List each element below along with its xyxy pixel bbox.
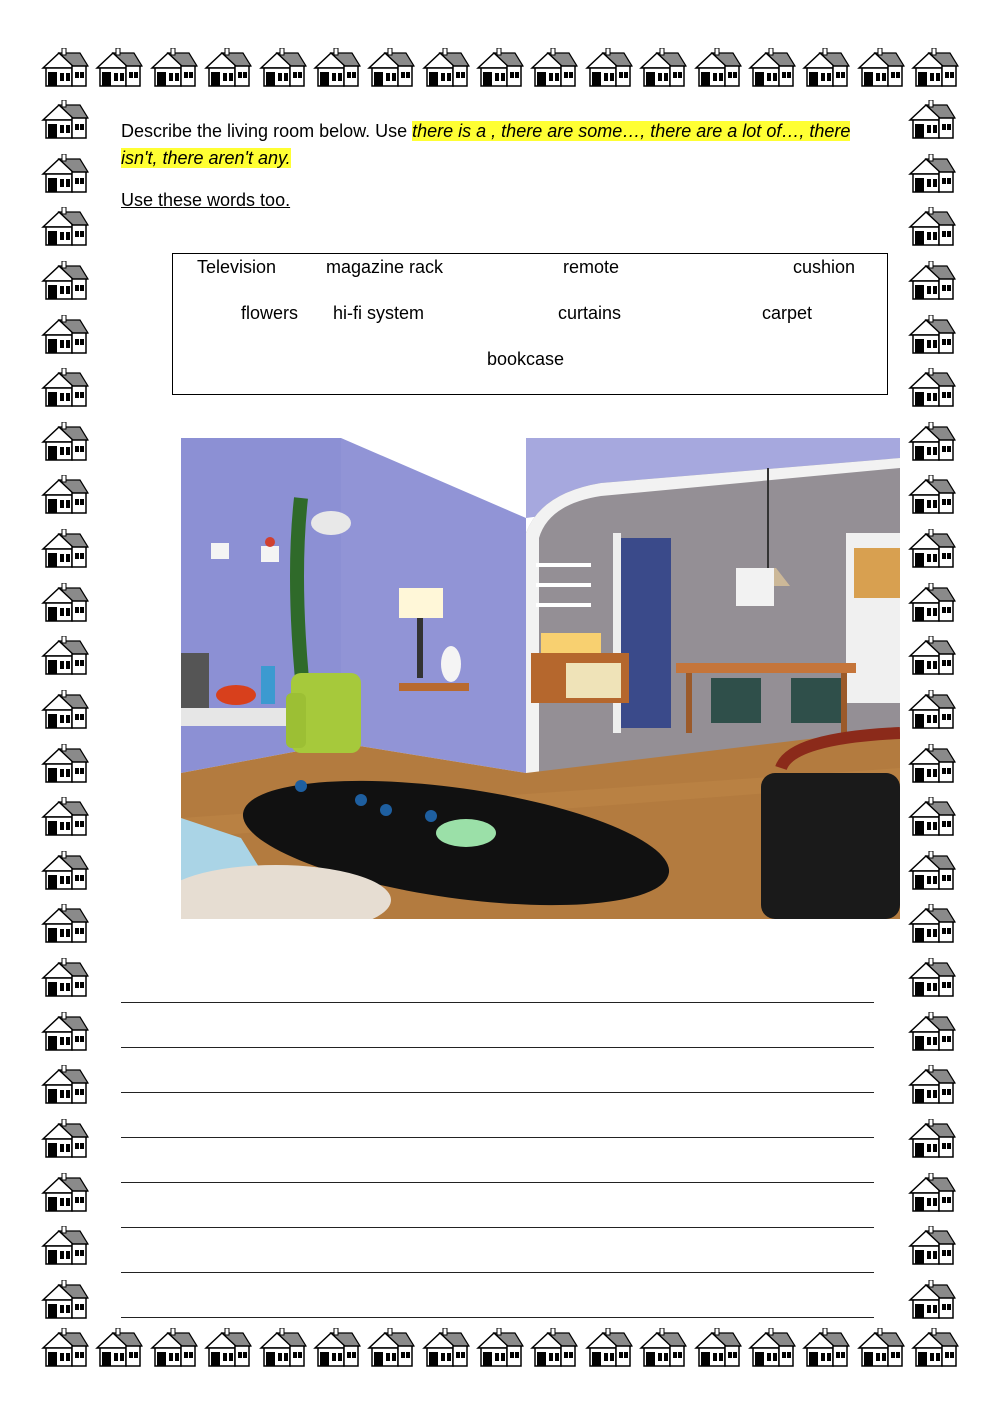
house-icon xyxy=(40,1173,90,1213)
word-bookcase: bookcase xyxy=(487,349,565,369)
house-icon xyxy=(907,422,957,462)
house-icon xyxy=(907,690,957,730)
word-bank xyxy=(172,253,888,395)
house-icon xyxy=(907,261,957,301)
house-icon xyxy=(149,1328,199,1368)
writing-line[interactable] xyxy=(121,1093,874,1138)
house-icon xyxy=(203,1328,253,1368)
house-icon xyxy=(40,422,90,462)
house-icon xyxy=(638,1328,688,1368)
house-icon xyxy=(40,904,90,944)
house-icon xyxy=(907,1065,957,1105)
house-icon xyxy=(40,636,90,676)
house-icon xyxy=(312,1328,362,1368)
house-icon xyxy=(907,207,957,247)
house-icon xyxy=(907,368,957,408)
house-icon xyxy=(40,1119,90,1159)
house-icon xyxy=(907,1012,957,1052)
house-icon xyxy=(584,1328,634,1368)
house-icon xyxy=(40,261,90,301)
word-hi-fi-system: hi-fi system xyxy=(333,303,425,323)
house-icon xyxy=(40,1280,90,1320)
house-icon xyxy=(907,1173,957,1213)
house-icon xyxy=(907,851,957,891)
house-icon xyxy=(421,1328,471,1368)
house-icon xyxy=(40,368,90,408)
word-television: Television xyxy=(197,257,277,277)
house-icon xyxy=(40,583,90,623)
sub-instruction: Use these words too. xyxy=(121,190,291,210)
house-icon xyxy=(40,744,90,784)
house-icon xyxy=(907,1280,957,1320)
word-remote: remote xyxy=(563,257,620,277)
writing-line[interactable] xyxy=(121,1138,874,1183)
house-icon xyxy=(40,958,90,998)
house-icon xyxy=(693,1328,743,1368)
border-bottom xyxy=(40,1328,960,1368)
writing-line[interactable] xyxy=(121,1228,874,1273)
word-curtains: curtains xyxy=(558,303,622,323)
instruction-text xyxy=(121,118,861,172)
house-icon xyxy=(907,475,957,515)
house-icon xyxy=(40,207,90,247)
house-icon xyxy=(747,48,797,88)
house-icon xyxy=(910,48,960,88)
house-icon xyxy=(40,154,90,194)
writing-line[interactable] xyxy=(121,1273,874,1318)
house-icon xyxy=(529,1328,579,1368)
house-icon xyxy=(258,1328,308,1368)
house-icon xyxy=(40,475,90,515)
writing-line[interactable] xyxy=(121,1003,874,1048)
house-icon xyxy=(366,48,416,88)
house-icon xyxy=(907,744,957,784)
house-icon xyxy=(693,48,743,88)
house-icon xyxy=(421,48,471,88)
house-icon xyxy=(40,690,90,730)
house-icon xyxy=(203,48,253,88)
writing-line[interactable] xyxy=(121,958,874,1003)
house-icon xyxy=(94,48,144,88)
house-icon xyxy=(94,1328,144,1368)
house-icon xyxy=(638,48,688,88)
house-icon xyxy=(475,48,525,88)
house-icon xyxy=(907,154,957,194)
writing-line[interactable] xyxy=(121,1048,874,1093)
border-top xyxy=(40,48,960,88)
word-carpet: carpet xyxy=(762,303,813,323)
border-left xyxy=(40,100,90,1320)
house-icon xyxy=(40,100,90,140)
house-icon xyxy=(529,48,579,88)
instruction-intro: Describe the living room below. Use xyxy=(121,121,413,141)
border-right xyxy=(907,100,957,1320)
house-icon xyxy=(856,48,906,88)
writing-line[interactable] xyxy=(121,1183,874,1228)
house-icon xyxy=(801,48,851,88)
house-icon xyxy=(40,851,90,891)
house-icon xyxy=(475,1328,525,1368)
house-icon xyxy=(40,529,90,569)
house-icon xyxy=(312,48,362,88)
house-icon xyxy=(801,1328,851,1368)
house-icon xyxy=(907,958,957,998)
house-icon xyxy=(40,1065,90,1105)
house-icon xyxy=(258,48,308,88)
house-icon xyxy=(40,48,90,88)
house-icon xyxy=(907,904,957,944)
house-icon xyxy=(856,1328,906,1368)
house-icon xyxy=(907,1119,957,1159)
house-icon xyxy=(747,1328,797,1368)
house-icon xyxy=(907,636,957,676)
house-icon xyxy=(584,48,634,88)
house-icon xyxy=(366,1328,416,1368)
word-flowers: flowers xyxy=(241,303,299,323)
house-icon xyxy=(40,315,90,355)
house-icon xyxy=(907,583,957,623)
house-icon xyxy=(40,1226,90,1266)
house-icon xyxy=(907,797,957,837)
house-icon xyxy=(40,1012,90,1052)
house-icon xyxy=(907,100,957,140)
house-icon xyxy=(40,1328,90,1368)
instruction-highlight: there is a , there are some…, there are a lot of…, there isn't, there aren't any. xyxy=(121,121,851,168)
house-icon xyxy=(40,797,90,837)
living-room-photo xyxy=(181,438,900,919)
house-icon xyxy=(149,48,199,88)
word-magazine-rack: magazine rack xyxy=(326,257,444,277)
house-icon xyxy=(910,1328,960,1368)
house-icon xyxy=(907,529,957,569)
house-icon xyxy=(907,1226,957,1266)
word-cushion: cushion xyxy=(793,257,856,277)
writing-lines xyxy=(121,958,874,1318)
house-icon xyxy=(907,315,957,355)
